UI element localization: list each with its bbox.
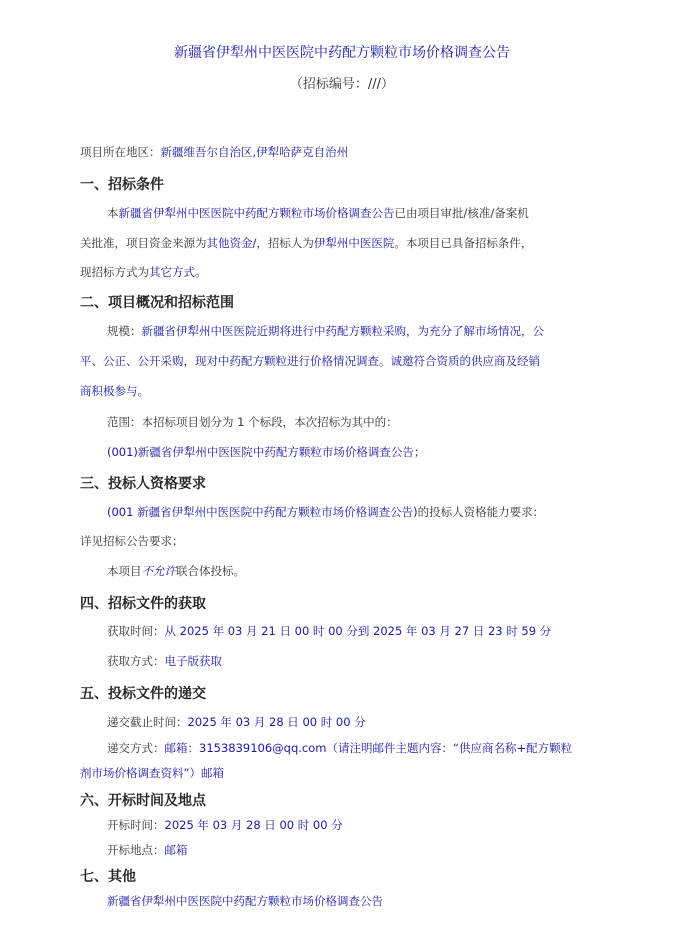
- submit-method-line-2: 剂市场价格调查资料”）邮箱: [80, 766, 224, 780]
- opening-place-label: 开标地点：: [107, 843, 165, 857]
- page-title: 新疆省伊犁州中医医院中药配方颗粒市场价格调查公告: [174, 45, 510, 61]
- qualification-line-2: 详见招标公告要求；: [80, 534, 184, 548]
- text: 联合体投标。: [176, 564, 245, 578]
- opening-time-label: 开标时间：: [107, 818, 165, 832]
- lot-reference: (001 新疆省伊犁州中医医院中药配方颗粒市场价格调查公告): [107, 505, 418, 519]
- scale-line-2: 平、公正、公开采购，现对中药配方颗粒进行价格情况调查。诚邀符合资质的供应商及经销: [80, 354, 540, 368]
- joint-bid-status: 不允许: [141, 564, 176, 578]
- lot-line: (001)新疆省伊犁州中医医院中药配方颗粒市场价格调查公告；: [107, 445, 426, 459]
- deadline-line: [107, 714, 366, 730]
- text: 本: [107, 206, 119, 220]
- tender-number: （招标编号：///）: [289, 77, 395, 92]
- obtain-time-label: 获取时间：: [107, 624, 165, 638]
- region-value: 新疆维吾尔自治区,伊犁哈萨克自治州: [160, 145, 349, 159]
- section-heading-qualification: 三、投标人资格要求: [80, 476, 206, 492]
- project-name: 新疆省伊犁州中医医院中药配方颗粒市场价格调查公告: [118, 206, 395, 220]
- text: 现招标方式为: [80, 265, 149, 279]
- text: 已由项目审批/核准/备案机: [394, 206, 529, 220]
- text: 本项目: [107, 564, 142, 578]
- obtain-time-value: 从 2025 年 03 月 21 日 00 时 00 分到 2025 年 03 月 27 日 23 时 59 分: [164, 624, 552, 638]
- joint-bid-line: [107, 563, 245, 579]
- text: 。本项目已具备招标条件，: [394, 236, 533, 250]
- other-text: 新疆省伊犁州中医医院中药配方颗粒市场价格调查公告: [107, 894, 383, 908]
- scale-line-3: 商积极参与。: [80, 384, 149, 398]
- obtain-method-label: 获取方式：: [107, 654, 165, 668]
- range-line: 范围：本招标项目划分为 1 个标段，本次招标为其中的：: [107, 415, 398, 429]
- section-heading-other: 七、其他: [80, 869, 136, 885]
- qualification-line-1: [107, 504, 544, 520]
- tender-method: 其它方式: [149, 265, 195, 279]
- submit-method-value: 邮箱：3153839106@qq.com（请注明邮件主题内容：“供应商名称+配方颗粒: [164, 741, 573, 755]
- opening-time-value: 2025 年 03 月 28 日 00 时 00 分: [164, 818, 343, 832]
- conditions-line-3: [80, 264, 207, 280]
- section-heading-submission: 五、投标文件的递交: [80, 686, 206, 702]
- section-heading-opening: 六、开标时间及地点: [80, 793, 206, 809]
- conditions-line-2: [80, 235, 532, 251]
- text: ，招标人为: [256, 236, 314, 250]
- scale-label: 规模：: [107, 324, 142, 338]
- section-heading-obtain: 四、招标文件的获取: [80, 596, 206, 612]
- scale-line-1: [107, 323, 544, 339]
- opening-place-line: [107, 842, 188, 858]
- project-region: [80, 144, 348, 160]
- tenderer-name: 伊犁州中医医院: [313, 236, 395, 250]
- section-heading-conditions: 一、招标条件: [80, 177, 164, 193]
- obtain-method-value: 电子版获取: [164, 654, 222, 668]
- conditions-line-1: [107, 205, 529, 221]
- region-label: 项目所在地区：: [80, 145, 161, 159]
- deadline-label: 递交截止时间：: [107, 715, 188, 729]
- opening-time-line: [107, 817, 343, 833]
- fund-source: 其他资金/: [206, 236, 257, 250]
- obtain-method-line: [107, 653, 222, 669]
- text: 。: [195, 265, 207, 279]
- submit-method-label: 递交方式：: [107, 741, 165, 755]
- text: 关批准，项目资金来源为: [80, 236, 207, 250]
- deadline-value: 2025 年 03 月 28 日 00 时 00 分: [187, 715, 366, 729]
- submit-method-line-1: [107, 740, 572, 756]
- text: 的投标人资格能力要求：: [417, 505, 545, 519]
- opening-place-value: 邮箱: [164, 843, 188, 857]
- section-heading-overview: 二、项目概况和招标范围: [80, 295, 234, 311]
- obtain-time-line: [107, 623, 551, 639]
- scale-text: 新疆省伊犁州中医医院近期将进行中药配方颗粒采购，为充分了解市场情况，公: [141, 324, 544, 338]
